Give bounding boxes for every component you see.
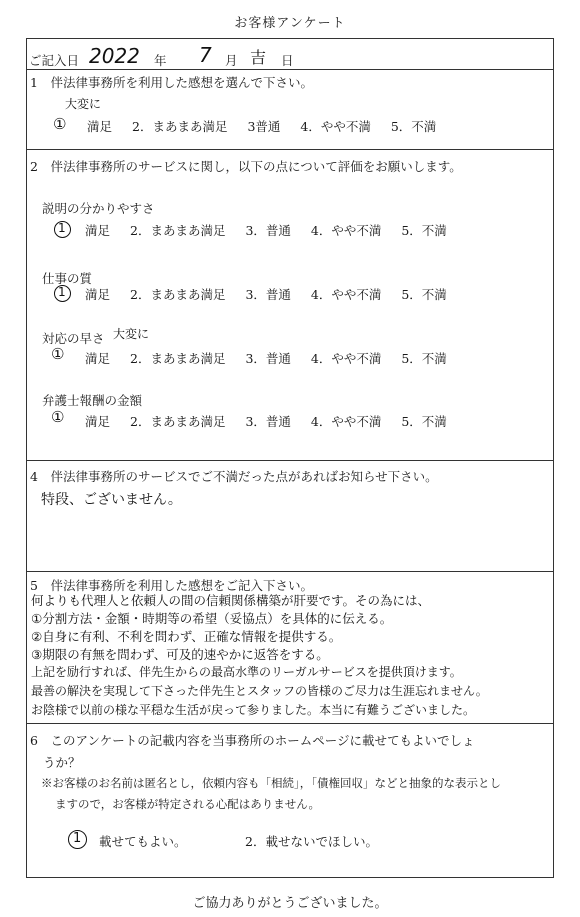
q2-item-mark: ①	[51, 345, 65, 363]
option[interactable]: 2．まあまあ満足	[130, 223, 226, 238]
q5-line: ②自身に有利、不利を問わず、正確な情報を提供する。	[31, 629, 342, 644]
option[interactable]: 満足	[85, 414, 111, 429]
option[interactable]: 3．普通	[245, 287, 291, 302]
q6-note-cont: ますので，お客様が特定される心配はありません。	[55, 797, 320, 811]
q1-opt-3[interactable]: 3普通	[247, 119, 281, 134]
q1-opt-4[interactable]: 4．やや不満	[300, 119, 371, 134]
divider	[27, 69, 553, 70]
option[interactable]: 満足	[85, 287, 111, 302]
q2-item-mark: ①	[51, 408, 65, 426]
q6-option2[interactable]: 2．載せないでほしい。	[245, 834, 378, 849]
q2-item-options	[85, 285, 447, 303]
q2-item-mark: 1	[58, 285, 66, 299]
q2-item-options	[85, 349, 447, 367]
q6-option1-mark: 1	[73, 831, 82, 846]
option[interactable]: 5．不満	[401, 414, 447, 429]
date-month: 7	[199, 43, 212, 67]
option[interactable]: 2．まあまあ満足	[130, 351, 226, 366]
divider	[27, 571, 553, 572]
q4-question: 4 伴法律事務所のサービスでご不満だった点があればお知らせ下さい。	[30, 469, 438, 484]
date-month-unit: 月	[225, 53, 238, 68]
q2-item-annotation: 大変に	[113, 327, 150, 341]
q2-item-label: 対応の早さ	[42, 331, 105, 346]
q6-note: ※お客様のお名前は匿名とし，依頼内容も「相続」，「債権回収」などと抽象的な表示とし	[41, 776, 501, 790]
date-label: ご記入日	[29, 53, 80, 68]
option[interactable]: 満足	[85, 351, 111, 366]
option[interactable]: 3．普通	[245, 351, 291, 366]
option[interactable]: 5．不満	[401, 287, 447, 302]
q5-line: 上記を励行すれば、伴先生からの最高水準のリーガルサービスを提供頂けます。	[31, 665, 462, 679]
q1-opt-1[interactable]: 満足	[87, 119, 113, 134]
option[interactable]: 3．普通	[245, 223, 291, 238]
option[interactable]: 4．やや不満	[310, 287, 382, 302]
q5-question: 5 伴法律事務所を利用した感想をご記入下さい。	[30, 578, 313, 593]
option[interactable]: 2．まあまあ満足	[130, 414, 226, 429]
q2-item-options	[85, 412, 447, 430]
q5-line: 何よりも代理人と依頼人の間の信頼関係構築が肝要です。その為には、	[31, 593, 431, 608]
survey-sheet	[26, 38, 554, 878]
q2-item-options	[85, 221, 447, 239]
q1-annotation: 大変に	[65, 97, 102, 111]
q5-line: ①分割方法・金額・時期等の希望（妥協点）を具体的に伝える。	[31, 611, 393, 626]
divider	[27, 460, 553, 461]
q2-item-mark: 1	[58, 221, 66, 235]
date-day: 吉	[250, 48, 267, 67]
option[interactable]: 5．不満	[401, 351, 447, 366]
date-year: 2022	[89, 44, 140, 68]
q2-question: 2 伴法律事務所のサービスに関し，以下の点について評価をお願いします。	[30, 159, 462, 174]
q5-line: ③期限の有無を問わず、可及的速やかに返答をする。	[31, 647, 329, 662]
q5-line: お陰様で以前の様な平穏な生活が戻って参りました。本当に有難うございました。	[31, 703, 476, 717]
thank-you-footer: ご協力ありがとうございました。	[192, 896, 388, 911]
q6-question: 6 このアンケートの記載内容を当事務所のホームページに載せてもよいでしょ	[30, 733, 475, 748]
option[interactable]: 3．普通	[245, 414, 291, 429]
survey-title: お客様アンケート	[234, 16, 346, 31]
option[interactable]: 4．やや不満	[310, 351, 382, 366]
date-day-unit: 日	[281, 53, 294, 68]
q1-opt-2[interactable]: 2．まあまあ満足	[132, 119, 228, 134]
divider	[27, 723, 553, 724]
q1-opt-5[interactable]: 5．不満	[390, 119, 437, 134]
q6-option1[interactable]: 載せてもよい。	[99, 834, 187, 849]
q6-question-cont: うか？	[43, 755, 81, 770]
q1-options	[87, 117, 436, 135]
q2-item-label: 説明の分かりやすさ	[42, 201, 155, 216]
option[interactable]: 4．やや不満	[310, 223, 382, 238]
date-year-unit: 年	[154, 53, 167, 68]
option[interactable]: 4．やや不満	[310, 414, 382, 429]
q4-answer: 特段、ございません。	[41, 492, 182, 508]
option[interactable]: 満足	[85, 223, 111, 238]
q5-line: 最善の解決を実現して下さった伴先生とスタッフの皆様のご尽力は生涯忘れません。	[31, 684, 488, 698]
option[interactable]: 2．まあまあ満足	[130, 287, 226, 302]
divider	[27, 149, 553, 150]
q2-item-label: 弁護士報酬の金額	[42, 393, 143, 408]
q2-item-label: 仕事の質	[42, 271, 93, 286]
option[interactable]: 5．不満	[401, 223, 447, 238]
q1-selected-mark: ①	[53, 115, 67, 133]
q1-question: 1 伴法律事務所を利用した感想を選んで下さい。	[30, 75, 313, 90]
